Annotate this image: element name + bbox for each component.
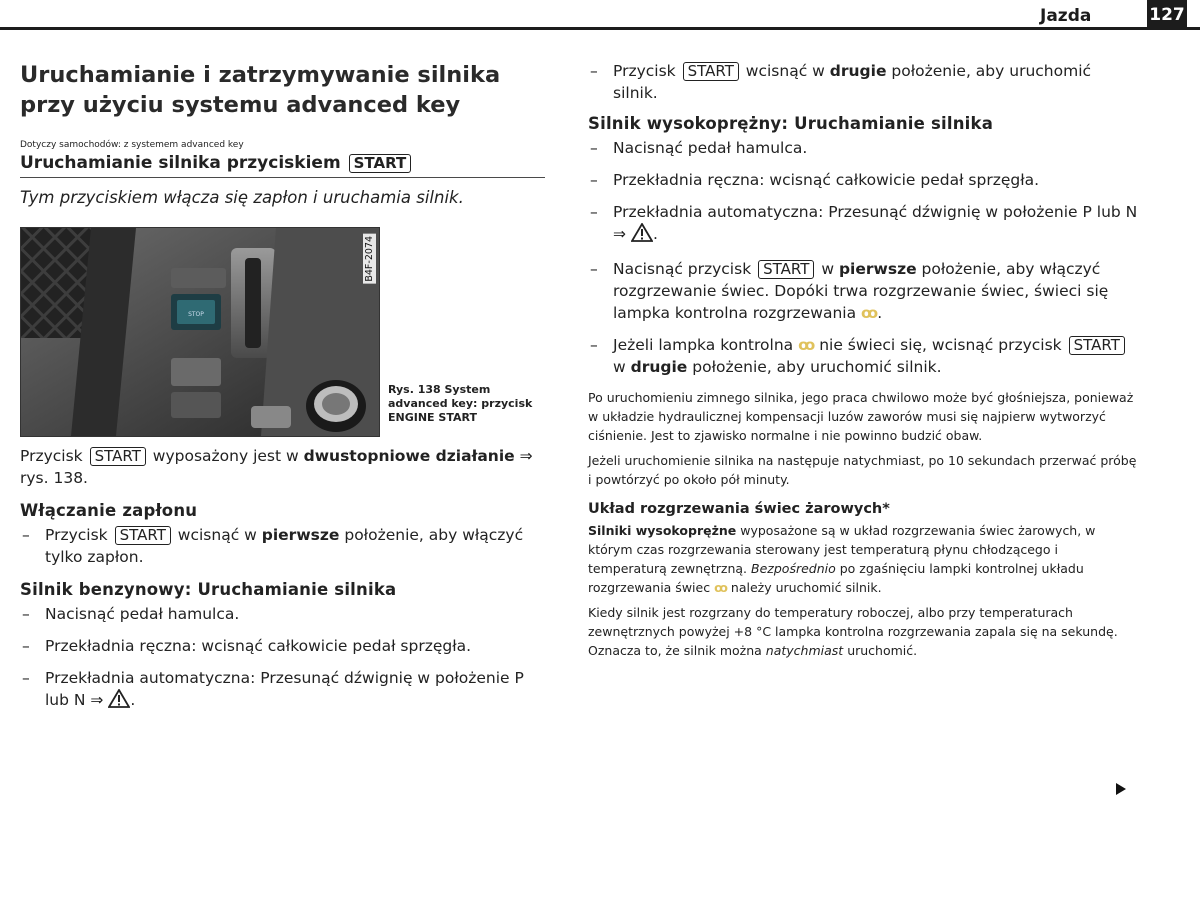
list-item: – Przekładnia automatyczna: Przesunąć dźwignię w położenie P lub N ⇒ . bbox=[20, 667, 545, 714]
d4-before: Nacisnąć przycisk bbox=[613, 260, 752, 278]
list-item: – Jeżeli lampka kontrolna ꝏ nie świeci się, wcisnąć przycisk START w drugie położenie, aby uruchomić silnik. bbox=[588, 334, 1138, 378]
warning-icon bbox=[631, 223, 653, 248]
ign-bold: pierwsze bbox=[261, 526, 340, 544]
caption-line-1: Rys. 138 System bbox=[388, 383, 491, 396]
start-second-list bbox=[588, 60, 1138, 104]
caption-line-3: ENGINE START bbox=[388, 411, 477, 424]
ignition-title: Włączanie zapłonu bbox=[20, 501, 198, 520]
list-item: – Nacisnąć przycisk START w pierwsze położenie, aby włączyć rozgrzewanie świec. Dopóki trwa rozgrzewanie świec, świeci się lampka kontrolna rozgrzewania ꝏ. bbox=[590, 260, 1109, 322]
d4-bold: pierwsze bbox=[838, 260, 917, 278]
h-end: uruchomić. bbox=[847, 643, 918, 658]
retry-note: Jeżeli uruchomienie silnika na następuje natychmiast, po 10 sekundach przerwać próbę i powtórzyć po około pół minuty. bbox=[588, 453, 1137, 487]
list-item: – Przycisk START wcisnąć w pierwsze położenie, aby włączyć tylko zapłon. bbox=[22, 526, 524, 566]
continue-arrow-icon bbox=[1116, 783, 1126, 795]
petrol-list bbox=[20, 603, 545, 714]
ignition-list bbox=[20, 524, 545, 568]
glow-plug-icon: ꝏ bbox=[714, 580, 727, 595]
list-item: – Przekładnia automatyczna: Przesunąć dźwignię w położenie P lub N ⇒ . bbox=[588, 201, 1138, 248]
ign-mid: wcisnąć w bbox=[177, 526, 257, 544]
intro-text: Tym przyciskiem włącza się zapłon i uruchamia silnik. bbox=[20, 188, 464, 207]
glow-system-title: Układ rozgrzewania świec żarowych* bbox=[588, 501, 890, 517]
caption-line-2: advanced key: przycisk bbox=[388, 397, 533, 410]
p1-before: Przycisk bbox=[20, 447, 83, 465]
start-key: START bbox=[1069, 336, 1125, 355]
diesel-list bbox=[588, 137, 1138, 378]
cold-start-note: Po uruchomieniu zimnego silnika, jego praca chwilowo może być głośniejsza, ponieważ w układzie hydraulicznej kompensacji luzów zaworów musi się najpierw wytworzyć ciśnienie. Jest to zjawisko normalne i nie powinno budzić obaw. bbox=[588, 390, 1134, 443]
figure bbox=[20, 227, 545, 437]
header-section: Jazda bbox=[1040, 6, 1092, 26]
d4-after: położenie, aby włączyć rozgrzewanie świec. Dopóki trwa rozgrzewanie świec, świeci się lampka kontrolna rozgrzewania bbox=[613, 260, 1109, 322]
list-item: – Nacisnąć pedał hamulca. bbox=[22, 605, 240, 623]
s2-mid: wcisnąć w bbox=[745, 62, 825, 80]
list-item: – Przekładnia ręczna: wcisnąć całkowicie pedał sprzęgła. bbox=[590, 171, 1040, 189]
start-key: START bbox=[683, 62, 739, 81]
s2-after: położenie, aby uruchomić silnik. bbox=[613, 62, 1092, 102]
ign-before: Przycisk bbox=[45, 526, 108, 544]
glow-plug-icon: ꝏ bbox=[798, 336, 815, 354]
header-rule bbox=[0, 27, 1200, 30]
page-number: 127 bbox=[1147, 0, 1187, 29]
diesel-step-3: Przekładnia automatyczna: Przesunąć dźwignię w położenie P lub N ⇒ bbox=[613, 203, 1138, 243]
figure-reference: ⇒ rys. 138. bbox=[20, 447, 533, 487]
warning-icon bbox=[108, 689, 130, 714]
d5-before: Jeżeli lampka kontrolna bbox=[613, 336, 794, 354]
diesel-title: Silnik wysokoprężny: Uruchamianie silnika bbox=[588, 114, 994, 133]
g-bold: Silniki wysokoprężne bbox=[588, 523, 737, 538]
start-key: START bbox=[758, 260, 814, 279]
figure-image bbox=[20, 227, 380, 437]
p1-mid: wyposażony jest w bbox=[152, 447, 299, 465]
d5-after: położenie, aby uruchomić silnik. bbox=[692, 358, 942, 376]
p1-bold: dwustopniowe działanie bbox=[303, 447, 515, 465]
g-italic: Bezpośrednio bbox=[751, 561, 836, 576]
diesel-step-2: Przekładnia ręczna: wcisnąć całkowicie pedał sprzęgła. bbox=[613, 171, 1040, 189]
petrol-title: Silnik benzynowy: Uruchamianie silnika bbox=[20, 580, 397, 599]
section-title bbox=[20, 153, 545, 178]
petrol-step-2: Przekładnia ręczna: wcisnąć całkowicie pedał sprzęgła. bbox=[45, 637, 472, 655]
list-item: – Nacisnąć pedał hamulca. bbox=[590, 139, 808, 157]
list-item: – Przekładnia ręczna: wcisnąć całkowicie pedał sprzęgła. bbox=[22, 637, 472, 655]
petrol-step-3: Przekładnia automatyczna: Przesunąć dźwignię w położenie P lub N ⇒ bbox=[45, 669, 524, 709]
start-key: START bbox=[349, 154, 412, 173]
g-text3: należy uruchomić silnik. bbox=[730, 580, 882, 595]
right-column bbox=[588, 60, 1138, 660]
page-title: Uruchamianie i zatrzymywanie silnika przy użyciu systemu advanced key bbox=[20, 62, 501, 118]
figure-caption bbox=[388, 383, 548, 425]
s2-before: Przycisk bbox=[613, 62, 676, 80]
d5-w: w bbox=[613, 358, 626, 376]
s2-bold: drugie bbox=[829, 62, 887, 80]
section-title-text: Uruchamianie silnika przyciskiem bbox=[20, 153, 341, 173]
d5-bold: drugie bbox=[630, 358, 688, 376]
d4-mid: w bbox=[821, 260, 835, 278]
h-text: Kiedy silnik jest rozgrzany do temperatury roboczej, albo przy temperaturach zewnętrznych powyżej +8 °C lampka kontrolna rozgrzewania zapala się na sekundę. Oznacza to, że silnik można bbox=[588, 605, 1118, 658]
ign-after: położenie, aby włączyć tylko zapłon. bbox=[45, 526, 524, 566]
diesel-step-1: Nacisnąć pedał hamulca. bbox=[613, 139, 808, 157]
two-stage-paragraph bbox=[20, 445, 545, 489]
list-item: – Przycisk START wcisnąć w drugie położenie, aby uruchomić silnik. bbox=[590, 62, 1092, 102]
d5-mid: nie świeci się, wcisnąć przycisk bbox=[819, 336, 1062, 354]
start-key: START bbox=[115, 526, 171, 545]
g-text1: wyposażone są w układ rozgrzewania świec żarowych, w którym czas rozgrzewania sterowany jest temperaturą płynu chłodzącego i temperaturą zewnętrzną. bbox=[588, 523, 1096, 576]
petrol-step-1: Nacisnąć pedał hamulca. bbox=[45, 605, 240, 623]
h-italic: natychmiast bbox=[765, 643, 844, 658]
console-illustration bbox=[21, 228, 379, 436]
g-text2: po zgaśnięciu lampki kontrolnej układu rozgrzewania świec bbox=[588, 561, 1084, 595]
left-column bbox=[20, 60, 545, 724]
glow-system-paragraph bbox=[588, 521, 1138, 597]
figure-code: B4F-2074 bbox=[364, 236, 375, 282]
start-stop-label: STOP bbox=[188, 311, 204, 318]
glow-plug-icon: ꝏ bbox=[861, 304, 878, 322]
applies-note: Dotyczy samochodów: z systemem advanced key bbox=[20, 140, 244, 150]
warm-engine-paragraph bbox=[588, 603, 1138, 660]
start-key: START bbox=[90, 447, 146, 466]
